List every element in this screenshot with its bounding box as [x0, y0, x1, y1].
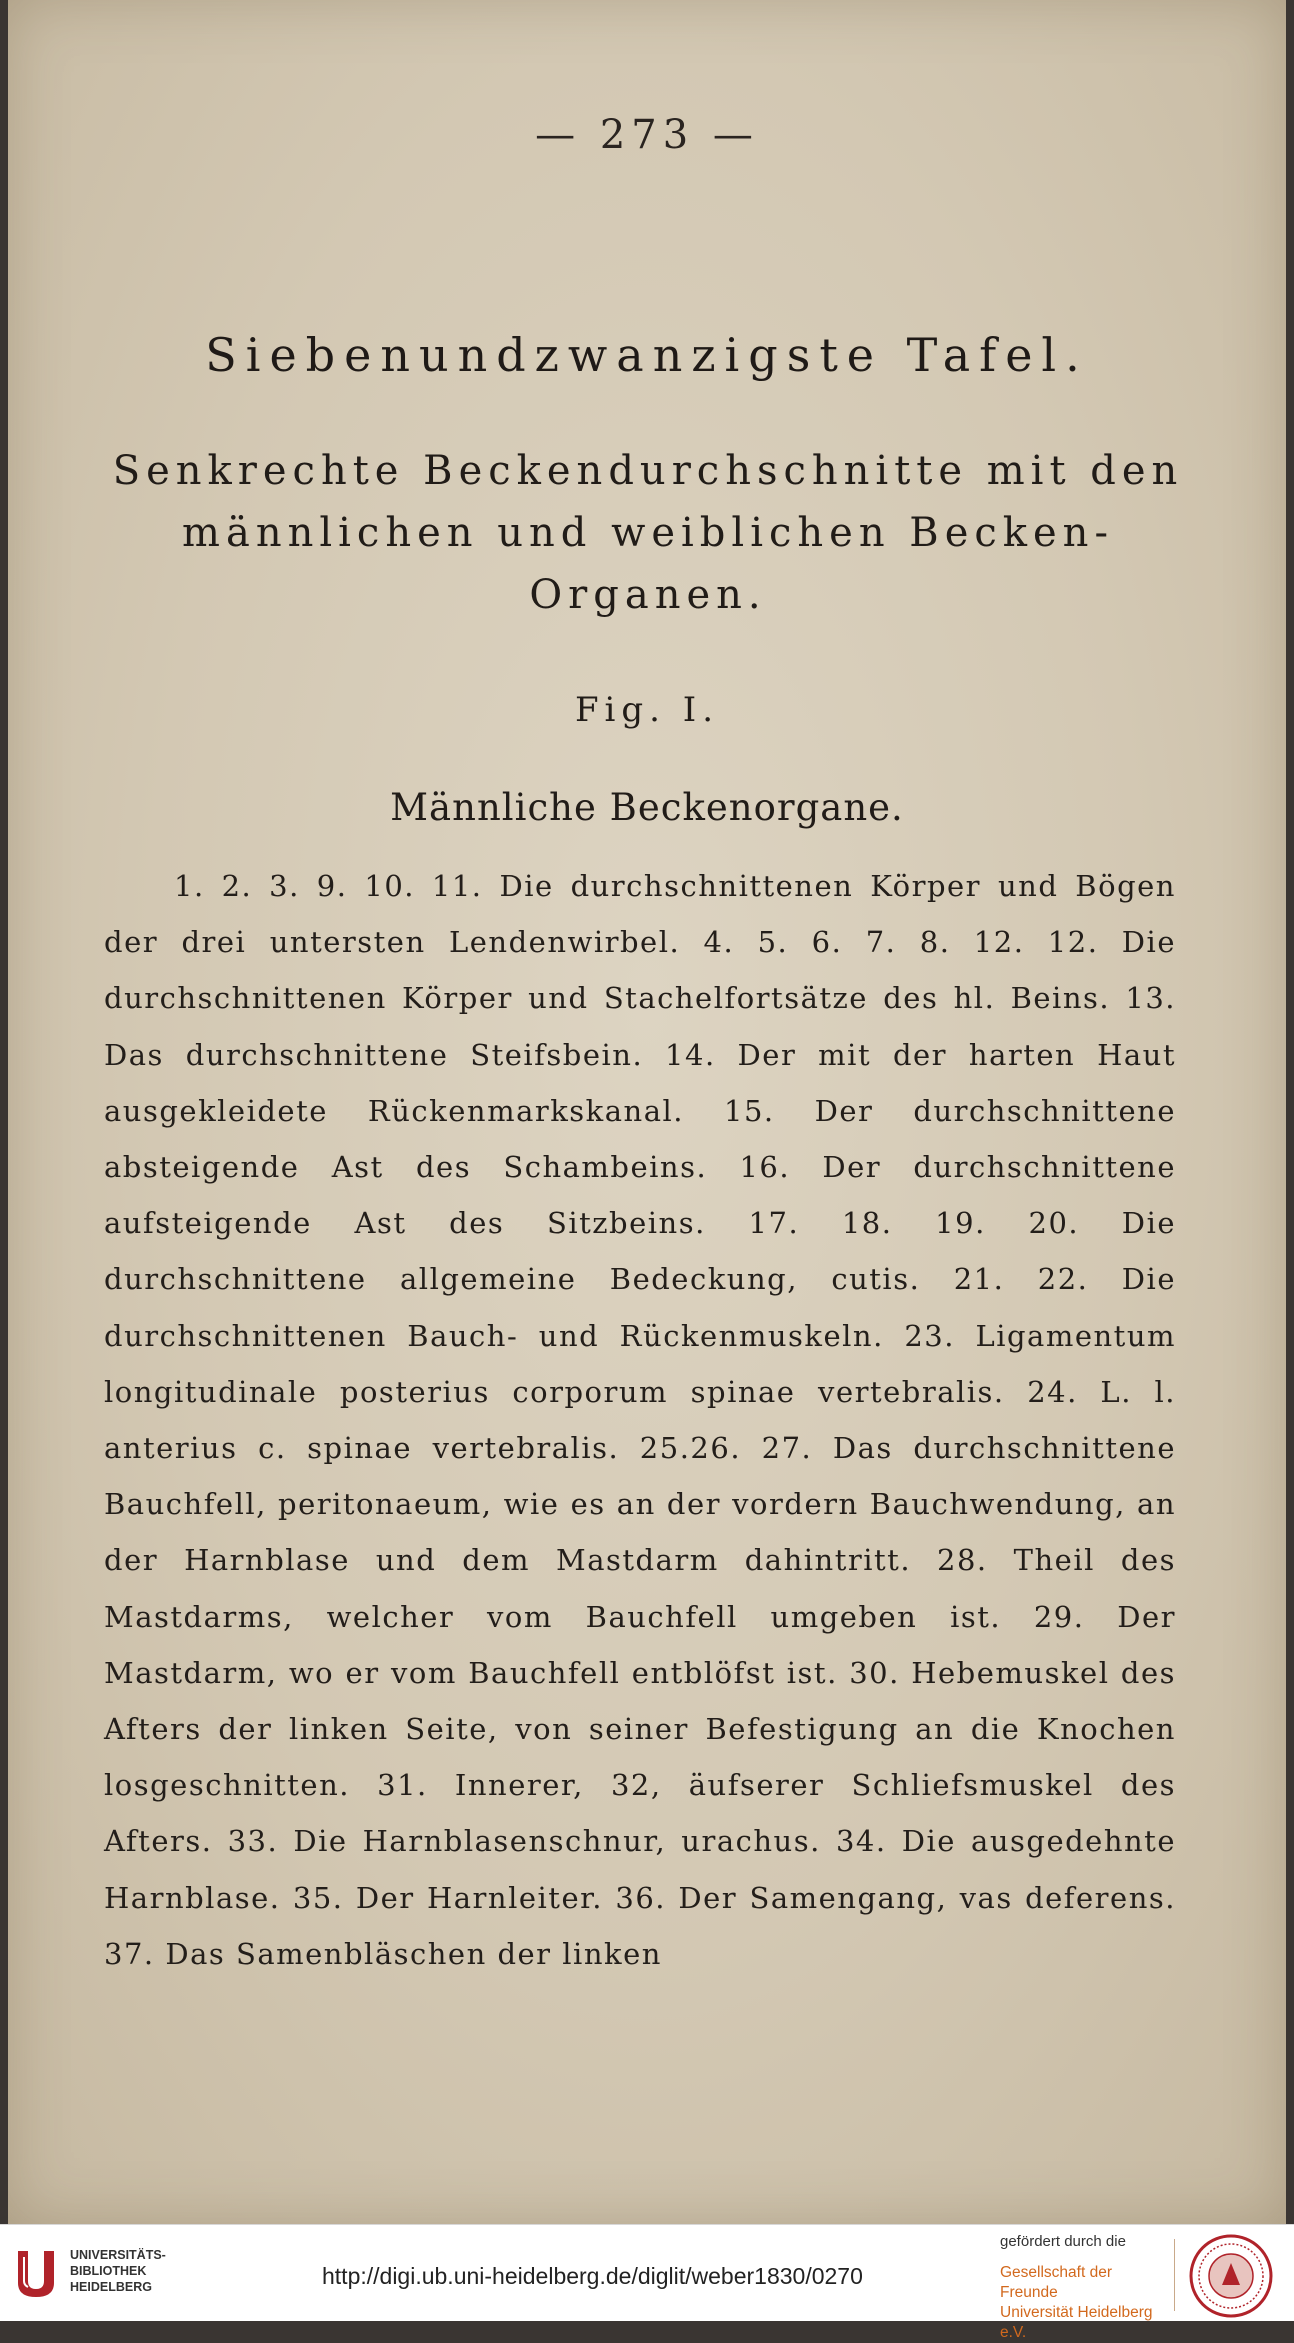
page-number: — 273 — — [535, 112, 759, 158]
society-name — [1000, 2263, 1170, 2343]
section-heading: Männliche Beckenorgane. — [390, 786, 904, 829]
body-paragraph: 1. 2. 3. 9. 10. 11. Die durchschnittenen Körper und Bögen der drei untersten Lendenwirbel. 4. 5. 6. 7. 8. 12. 12. Die durchschnittenen Körper und Stachelfortsätze des hl. Beins. 13. Das durchschnittene Steifsbein. 14. Der mit der harten Haut ausgekleidete Rückenmarkskanal. 15. Der durchschnittene absteigende Ast des Schambeins. 16. Der durchschnittene aufsteigende Ast des Sitzbeins. 17. 18. 19. 20. Die durchschnittene allgemeine Bedeckung, cutis. 21. 22. Die durchschnittenen Bauch- und Rückenmuskeln. 23. Ligamentum longitudinale posterius corporum spinae vertebralis. 24. L. l. anterius c. spinae vertebralis. 25.26. 27. Das durchschnittene Bauchfell, peritonaeum, wie es an der vordern Bauchwendung, an der Harnblase und dem Mastdarm dahintritt. 28. Theil des Mastdarms, welcher vom Bauchfell umgeben ist. 29. Der Mastdarm, wo er vom Bauchfell entblöfst ist. 30. Hebemuskel des Afters der linken Seite, von seiner Befestigung an die Knochen losgeschnitten. 31. Innerer, 32, äufserer Schliefsmuskel des Afters. 33. Die Harnblasenschnur, urachus. 34. Die ausgedehnte Harnblase. 35. Der Harnleiter. 36. Der Samengang, vas deferens. 37. Das Samenbläschen der linken — [104, 869, 1176, 1971]
library-name-line3: HEIDELBERG — [70, 2280, 152, 2294]
plate-subtitle: Senkrechte Beckendurchschnitte mit den männlichen und weiblichen Becken-Organen. — [112, 448, 1184, 618]
figure-label: Fig. I. — [574, 690, 720, 730]
society-name-line2: Universität Heidelberg e.V. — [1000, 2304, 1153, 2341]
library-name-line1: UNIVERSITÄTS- — [70, 2248, 166, 2262]
society-name-line1: Gesellschaft der Freunde — [1000, 2264, 1112, 2301]
book-page — [8, 0, 1286, 2224]
supported-by-label: gefördert durch die — [1000, 2233, 1126, 2250]
library-name — [70, 2247, 270, 2295]
footer-bar — [0, 2224, 1294, 2341]
footer-divider — [1174, 2239, 1175, 2311]
university-library-logo-icon — [14, 2245, 60, 2299]
society-seal-icon — [1188, 2233, 1274, 2319]
library-name-line2: BIBLIOTHEK — [70, 2264, 147, 2278]
plate-title: Siebenundzwanzigste Tafel. — [205, 328, 1089, 382]
permalink[interactable]: http://digi.ub.uni-heidelberg.de/diglit/weber1830/0270 — [322, 2263, 863, 2289]
